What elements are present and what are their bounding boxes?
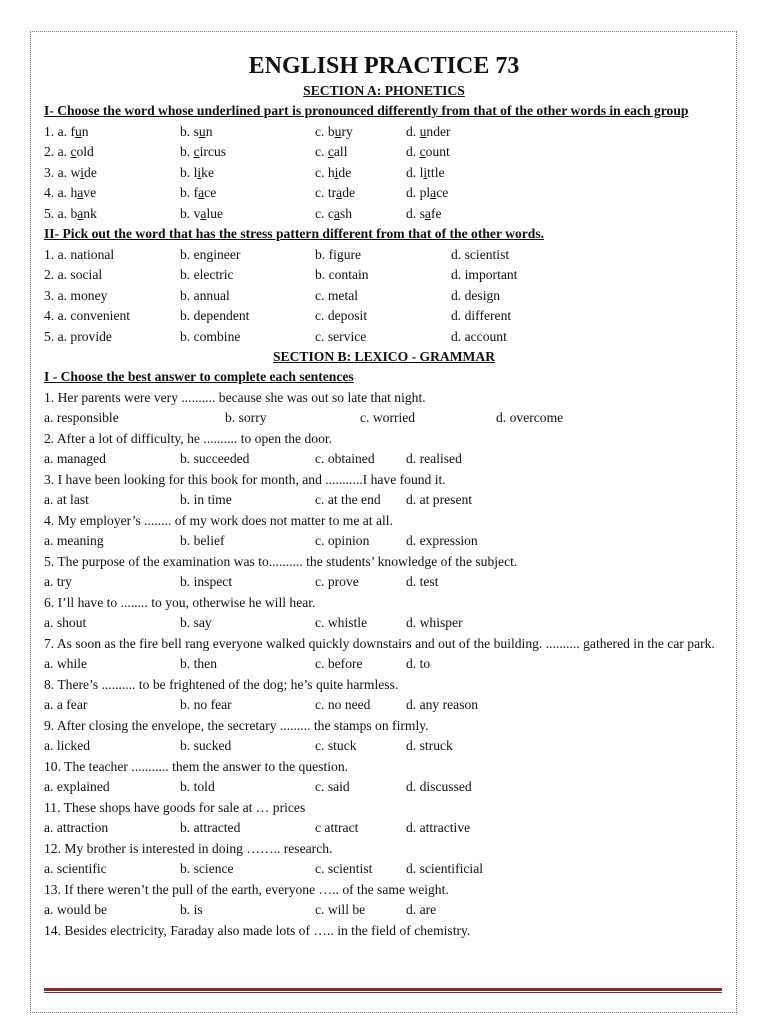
word-suffix: nk: [83, 205, 97, 221]
stress-option: b. annual: [180, 287, 230, 303]
answer-option: a. shout: [44, 615, 87, 630]
answer-options-row: [44, 654, 724, 675]
option-a: [44, 163, 97, 184]
stress-option: 3. a. money: [44, 287, 108, 303]
question-text: 2. After a lot of difficulty, he .......... to open the door.: [44, 430, 333, 446]
underlined-sound: a: [77, 205, 84, 221]
word-prefix: b. f: [180, 185, 199, 200]
answer-option: d. any reason: [406, 697, 479, 712]
option-a: [44, 204, 97, 225]
answer-options-row: [44, 490, 724, 511]
answer-option: d. test: [406, 574, 439, 589]
answer-option: d. scientificial: [406, 861, 484, 876]
answer-options-row: [44, 531, 724, 552]
underlined-sound: i: [80, 164, 85, 180]
stress-option: b. contain: [315, 267, 369, 282]
stress-option: d. scientist: [451, 246, 510, 262]
stress-option: b. engineer: [180, 246, 241, 262]
underlined-sound: i: [197, 164, 202, 180]
option-a: [44, 142, 94, 163]
answer-option: d. are: [406, 902, 437, 917]
word-suffix: ry: [341, 123, 353, 139]
answer-option: c. at the end: [315, 492, 381, 507]
stress-option: d. different: [451, 308, 512, 323]
question-text: 7. As soon as the fire bell rang everyone walked quickly downstairs and out of the building. .......... gathered in the car park.: [44, 635, 715, 651]
answer-option: b. in time: [180, 492, 232, 507]
word-suffix: ce: [436, 185, 449, 200]
answer-option: c. will be: [315, 902, 366, 917]
word-prefix: c.: [315, 144, 328, 159]
stress-option: c. deposit: [315, 308, 368, 323]
word-suffix: ce: [204, 185, 217, 200]
option-c: [315, 122, 353, 143]
stress-option: b. figure: [315, 246, 362, 262]
stress-option: b. combine: [180, 328, 241, 344]
underlined-sound: c: [70, 144, 77, 159]
item-number: 3. a.: [44, 164, 71, 180]
stress-option: 4. a. convenient: [44, 308, 131, 323]
word-suffix: de: [84, 164, 97, 180]
word-suffix: all: [333, 144, 348, 159]
phonetics-row: [44, 183, 724, 204]
answer-options-row: [44, 449, 724, 470]
word-prefix: c. h: [315, 164, 335, 180]
stress-list: [44, 245, 724, 348]
underlined-sound: u: [334, 123, 342, 139]
stress-option: d. important: [451, 267, 518, 282]
section-a-part1-instruction: I- Choose the word whose underlined part is pronounced differently from that of the other words in each group: [44, 103, 689, 118]
answer-option: b. science: [180, 861, 234, 876]
answer-option: d. discussed: [406, 779, 472, 794]
answer-options-row: [44, 572, 724, 593]
stress-option: c. service: [315, 328, 367, 344]
answer-option: b. succeeded: [180, 451, 250, 466]
answer-option: a. would be: [44, 902, 108, 917]
answer-option: a. licked: [44, 738, 91, 753]
underlined-sound: a: [430, 185, 437, 200]
stress-option: b. electric: [180, 267, 234, 282]
answer-option: a. meaning: [44, 533, 104, 548]
word-prefix: d. s: [406, 205, 425, 221]
stress-option: c. metal: [315, 287, 359, 303]
word-suffix: ve: [83, 185, 97, 200]
section-a-heading: SECTION A: PHONETICS: [303, 83, 465, 98]
answer-option: b. told: [180, 779, 215, 794]
answer-option: c. obtained: [315, 451, 375, 466]
word-suffix: fe: [430, 205, 442, 221]
question-text: 1. Her parents were very .......... because she was out so late that night.: [44, 389, 426, 405]
answer-option: a. managed: [44, 451, 106, 466]
answer-option: c. before: [315, 656, 363, 671]
answer-option: b. then: [180, 656, 217, 671]
word-prefix: b. l: [180, 164, 198, 180]
answer-option: d. attractive: [406, 820, 471, 835]
answer-options-row: [44, 695, 724, 716]
word-prefix: b. v: [180, 205, 201, 221]
underlined-sound: i: [423, 164, 428, 180]
underlined-sound: a: [198, 185, 205, 200]
phonetics-row: [44, 142, 724, 163]
word-suffix: ke: [201, 164, 214, 180]
answer-option: c. no need: [315, 697, 371, 712]
option-c: [315, 142, 347, 163]
stress-option: 2. a. social: [44, 267, 103, 282]
answer-option: c. stuck: [315, 738, 357, 753]
word-suffix: de: [342, 185, 356, 200]
answer-option: d. at present: [406, 492, 473, 507]
answer-option: d. to: [406, 656, 431, 671]
option-b: [180, 142, 226, 163]
option-b: [180, 122, 212, 143]
stress-option: 1. a. national: [44, 246, 115, 262]
underlined-sound: u: [74, 123, 82, 139]
word-prefix: b.: [180, 144, 194, 159]
question-text: 8. There’s .......... to be frightened of the dog; he’s quite harmless.: [44, 676, 399, 692]
underlined-sound: a: [424, 205, 431, 221]
underlined-sound: c: [193, 144, 200, 159]
phonetics-row: [44, 122, 724, 143]
answer-option: a. explained: [44, 779, 110, 794]
question-text: 4. My employer’s ........ of my work does not matter to me at all.: [44, 512, 393, 528]
question-text: 3. I have been looking for this book for month, and ...........I have found it.: [44, 471, 446, 487]
option-d: [406, 204, 442, 225]
underlined-sound: i: [334, 164, 339, 180]
question-text: 13. If there weren’t the pull of the earth, everyone ….. of the same weight.: [44, 881, 449, 897]
option-b: [180, 204, 223, 225]
answer-options-row: [44, 777, 724, 798]
word-suffix: de: [338, 164, 352, 180]
section-b-heading: SECTION B: LEXICO - GRAMMAR: [272, 349, 496, 364]
answer-option: c. scientist: [315, 861, 373, 876]
phonetics-row: [44, 163, 724, 184]
answer-options-row: [44, 613, 724, 634]
answer-option: d. realised: [406, 451, 462, 466]
answer-option: c. said: [315, 779, 350, 794]
phonetics-list: [44, 122, 724, 225]
question-text: 10. The teacher ........... them the answer to the question.: [44, 758, 349, 774]
underlined-sound: u: [419, 123, 427, 139]
question-text: 9. After closing the envelope, the secretary ......... the stamps on firmly.: [44, 717, 429, 733]
option-c: [315, 183, 355, 204]
option-d: [406, 183, 448, 204]
answer-option: d. struck: [406, 738, 453, 753]
answer-option: c. whistle: [315, 615, 368, 630]
word-prefix: c. b: [315, 123, 335, 139]
stress-row: [44, 327, 724, 348]
option-c: [315, 163, 351, 184]
answer-option: a. scientific: [44, 861, 107, 876]
answer-option: c attract: [315, 820, 359, 835]
answer-option: b. attracted: [180, 820, 241, 835]
word-prefix: d. l: [406, 164, 424, 180]
stress-row: [44, 286, 724, 307]
stress-row: [44, 306, 724, 327]
word-suffix: ount: [425, 144, 450, 159]
question-text: 12. My brother is interested in doing …….. research.: [44, 840, 333, 856]
answer-options-row: [44, 408, 724, 429]
underlined-sound: c: [419, 144, 426, 159]
answer-option: a. responsible: [44, 410, 119, 425]
page-title: ENGLISH PRACTICE 73: [248, 53, 520, 79]
item-number: 5. a.: [44, 205, 71, 221]
option-d: [406, 142, 450, 163]
word-prefix: b. s: [180, 123, 199, 139]
section-a-part2-instruction: II- Pick out the word that has the stress pattern different from that of the other words.: [44, 226, 545, 241]
stress-option: 5. a. provide: [44, 328, 112, 344]
item-number: 2. a.: [44, 144, 71, 159]
underlined-sound: a: [336, 185, 343, 200]
question-text: 11. These shops have goods for sale at … prices: [44, 799, 306, 815]
answer-option: a. while: [44, 656, 88, 671]
stress-option: d. design: [451, 287, 501, 303]
answer-option: b. sucked: [180, 738, 232, 753]
word-prefix: d.: [406, 123, 420, 139]
question-text: 6. I’ll have to ........ to you, otherwise he will hear.: [44, 594, 316, 610]
word-suffix: lue: [206, 205, 224, 221]
word-prefix: h: [70, 185, 78, 200]
question-text: 14. Besides electricity, Faraday also made lots of ….. in the field of chemistry.: [44, 922, 471, 938]
option-b: [180, 163, 214, 184]
word-prefix: w: [70, 164, 81, 180]
answer-option: d. overcome: [496, 410, 564, 425]
word-prefix: d. pl: [406, 185, 431, 200]
answer-option: b. belief: [180, 533, 225, 548]
answer-option: b. is: [180, 902, 203, 917]
option-b: [180, 183, 216, 204]
word-suffix: n: [81, 123, 89, 139]
underlined-sound: u: [198, 123, 206, 139]
word-prefix: d.: [406, 144, 420, 159]
item-number: 4. a.: [44, 185, 71, 200]
grammar-questions: [44, 388, 724, 942]
item-number: 1. a.: [44, 123, 71, 139]
footer-divider: [44, 988, 722, 993]
word-suffix: sh: [339, 205, 353, 221]
stress-row: [44, 245, 724, 266]
answer-option: d. expression: [406, 533, 478, 548]
word-prefix: b: [70, 205, 78, 221]
answer-option: b. inspect: [180, 574, 233, 589]
phonetics-row: [44, 204, 724, 225]
answer-option: a. attraction: [44, 820, 109, 835]
underlined-sound: a: [200, 205, 207, 221]
option-d: [406, 122, 451, 143]
answer-options-row: [44, 900, 724, 921]
answer-options-row: [44, 818, 724, 839]
answer-options-row: [44, 736, 724, 757]
word-suffix: old: [76, 144, 94, 159]
answer-option: d. whisper: [406, 615, 463, 630]
section-b-instruction: I - Choose the best answer to complete each sentences: [44, 369, 354, 384]
underlined-sound: a: [77, 185, 84, 200]
underlined-sound: c: [327, 144, 334, 159]
word-suffix: ircus: [199, 144, 227, 159]
word-prefix: f: [70, 123, 75, 139]
word-suffix: nder: [426, 123, 451, 139]
answer-option: b. no fear: [180, 697, 232, 712]
stress-row: [44, 265, 724, 286]
question-text: 5. The purpose of the examination was to.......... the students’ knowledge of the subject.: [44, 553, 518, 569]
option-a: [44, 183, 96, 204]
underlined-sound: a: [333, 205, 340, 221]
answer-option: b. sorry: [225, 410, 267, 425]
word-suffix: ttle: [427, 164, 445, 180]
answer-option: b. say: [180, 615, 212, 630]
answer-option: a. try: [44, 574, 72, 589]
option-d: [406, 163, 445, 184]
word-prefix: c. c: [315, 205, 334, 221]
answer-option: a. a fear: [44, 697, 88, 712]
answer-option: a. at last: [44, 492, 89, 507]
answer-option: c. worried: [360, 410, 416, 425]
answer-option: c. opinion: [315, 533, 370, 548]
answer-option: c. prove: [315, 574, 359, 589]
stress-option: b. dependent: [180, 308, 250, 323]
word-prefix: c. tr: [315, 185, 337, 200]
option-a: [44, 122, 89, 143]
answer-options-row: [44, 859, 724, 880]
option-c: [315, 204, 352, 225]
worksheet: [44, 52, 724, 941]
stress-option: d. account: [451, 328, 507, 344]
word-suffix: n: [205, 123, 213, 139]
